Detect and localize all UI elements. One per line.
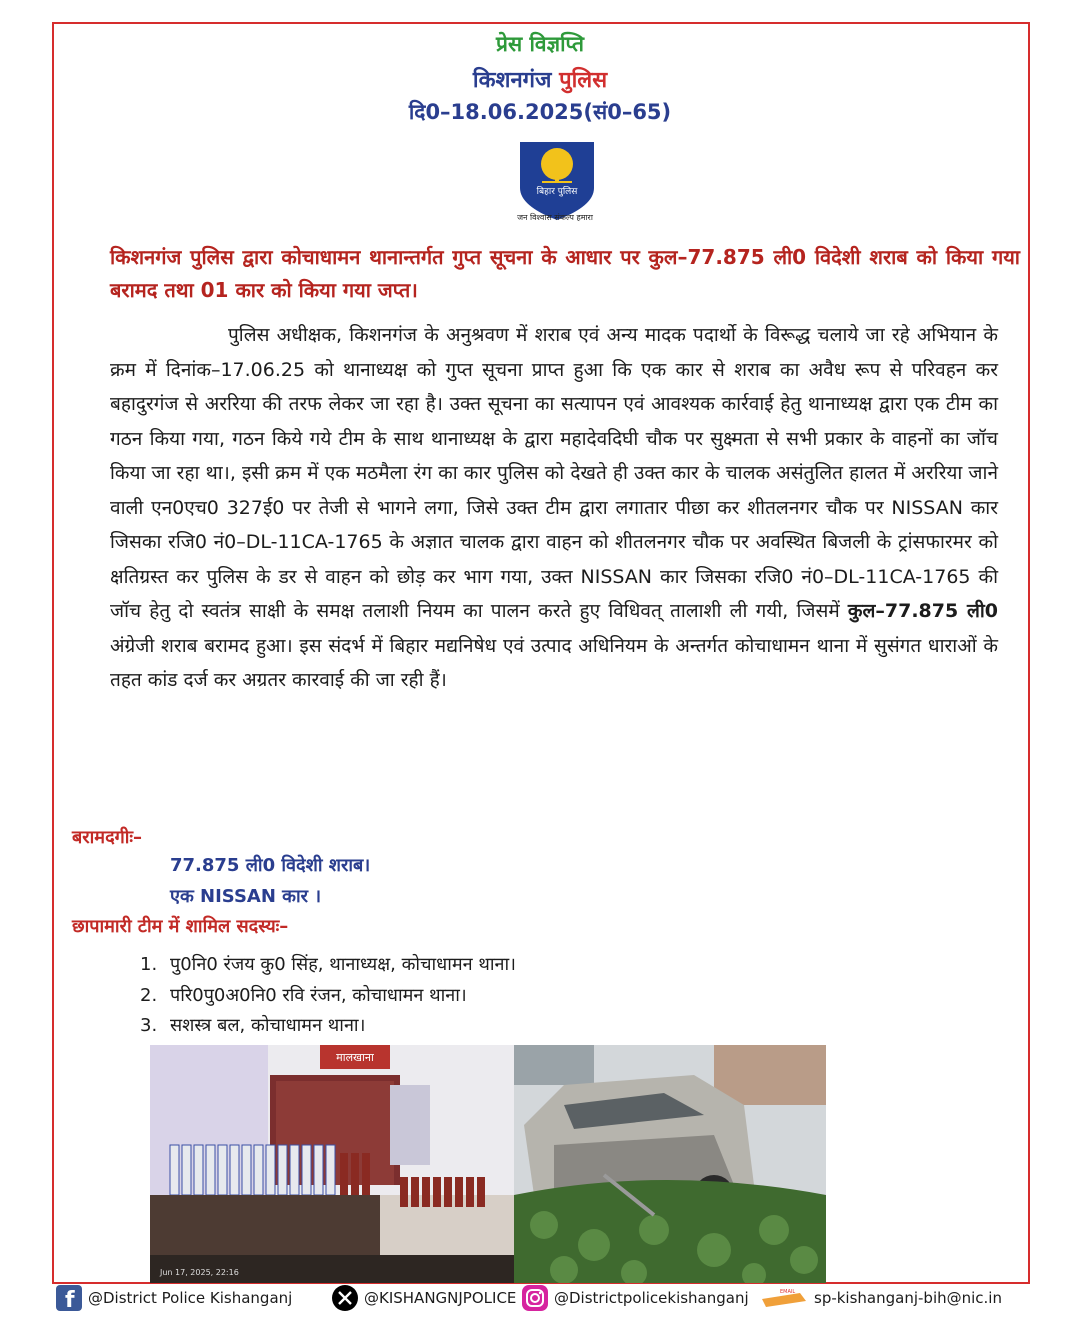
email-icon	[760, 1285, 808, 1311]
press-release-title: प्रेस विज्ञप्ति	[496, 32, 584, 56]
body-bold-amount: कुल–77.875 ली0	[847, 600, 998, 622]
svg-text:EMAIL: EMAIL	[780, 1289, 796, 1295]
list-item: 1. पु0नि0 रंजय कु0 सिंह, थानाध्यक्ष, कोचाधामन थाना।	[140, 954, 517, 975]
date-reference: दि0–18.06.2025(सं0–65)	[408, 100, 672, 124]
footer-facebook[interactable]	[56, 1284, 292, 1312]
body-text-part2: अंग्रेजी शराब बरामद हुआ। इस संदर्भ में बिहार मद्यनिषेध एवं उत्पाद अधिनियम के अन्तर्गत कोचाधामन थाना में सुसंगत धाराओं के तहत कांड दर्ज कर अग्रतर कारवाई की जा रही हैं।	[110, 634, 998, 691]
malkhana-sign: मालखाना	[336, 1051, 374, 1064]
team-label: छापामारी टीम में शामिल सदस्यः–	[72, 916, 289, 937]
logo-text: बिहार पुलिस	[536, 187, 578, 197]
x-icon	[332, 1285, 358, 1311]
district-police-title	[0, 64, 1080, 94]
footer-x[interactable]	[332, 1284, 516, 1312]
footer-email[interactable]	[760, 1284, 1002, 1312]
facebook-icon	[56, 1285, 82, 1311]
seized-liquor-photo	[150, 1045, 514, 1283]
instagram-handle[interactable]: @Districtpolicekishanganj	[554, 1289, 749, 1307]
team-members-list	[140, 950, 516, 1042]
headline: किशनगंज पुलिस द्वारा कोचाधामन थानान्तर्गत गुप्त सूचना के आधार पर कुल–77.875 ली0 विदेशी शराब को किया गया बरामद तथा 01 कार को किया गया जप्त।	[110, 245, 1020, 302]
body-paragraph	[110, 318, 998, 698]
svg-text:f: f	[65, 1288, 75, 1311]
recovery-item-car: एक NISSAN कार ।	[170, 886, 322, 907]
footer-instagram[interactable]	[522, 1284, 749, 1312]
logo-motto: जन विश्वास संकल्प हमारा	[517, 213, 593, 222]
email-address[interactable]: sp-kishanganj-bih@nic.in	[814, 1289, 1002, 1307]
district-name: किशनगंज	[472, 68, 552, 93]
x-handle[interactable]: @KISHANGNJPOLICE	[364, 1289, 517, 1307]
list-item: 2. परि0पु0अ0नि0 रवि रंजन, कोचाधामन थाना।	[140, 984, 467, 1006]
seized-car-photo	[514, 1045, 826, 1283]
police-word: पुलिस	[559, 68, 608, 93]
footer-bar	[56, 1284, 1026, 1314]
recovery-item-liquor: 77.875 ली0 विदेशी शराब।	[170, 855, 371, 876]
recovery-label: बरामदगीः–	[72, 827, 143, 848]
body-text-part1: पुलिस अधीक्षक, किशनगंज के अनुश्रवण में शराब एवं अन्य मादक पदार्थो के विरूद्ध चलाये जा रहे अभियान के क्रम में दिनांक–17.06.25 को थानाध्यक्ष को गुप्त सूचना प्राप्त हुआ कि एक कार से शराब का अवैध रूप से परिवहन कर बहादुरगंज से अररिया की तरफ लेकर जा रहा है। उक्त सूचना का सत्यापन एवं आवश्यक कार्रवाई हेतु थानाध्यक्ष द्वारा एक टीम का गठन किया गया, गठन किये गये टीम के साथ थानाध्यक्ष के द्वारा महादेवदिघी चौक पर सुक्ष्मता से सभी प्रकार के वाहनों का जॉच किया जा रहा था।, इसी क्रम में एक मठमैला रंग का कार पुलिस को देखते ही उक्त कार के चालक असंतुलित हालत में अररिया जाने वाली एन0एच0 327ई0 पर तेजी से भागने लगा, जिसे उक्त टीम द्वारा लगातार पीछा कर शीतलनगर चौक पर NISSAN कार जिसका रजि0 नं0–DL-11CA-1765 के अज्ञात चालक द्वारा वाहन को शीतलनगर चौक पर अवस्थित बिजली के ट्रांसफारमर को क्षतिग्रस्त कर पुलिस के डर से वाहन को छोड़ कर भाग गया, उक्त NISSAN कार जिसका रजि0 नं0–DL-11CA-1765 की जॉच हेतु दो स्वतंत्र साक्षी के समक्ष तलाशी नियम का पालन करते हुए विधिवत् तालाशी ली गयी, जिसमें	[110, 324, 998, 622]
instagram-icon	[522, 1285, 548, 1311]
photo-timestamp: Jun 17, 2025, 22:16	[160, 1268, 239, 1277]
facebook-handle[interactable]: @District Police Kishanganj	[88, 1289, 293, 1307]
list-item: 3. सशस्त्र बल, कोचाधामन थाना।	[140, 1015, 366, 1036]
